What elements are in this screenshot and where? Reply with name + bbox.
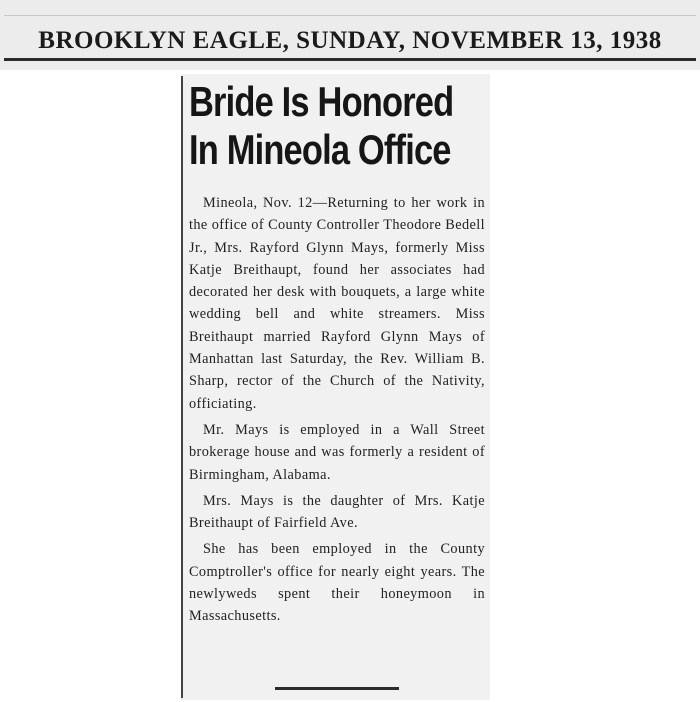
article-body	[189, 192, 485, 632]
masthead-top-rule	[4, 15, 696, 16]
masthead-rule	[4, 58, 696, 61]
masthead-title: BROOKLYN EAGLE, SUNDAY, NOVEMBER 13, 1938	[38, 27, 662, 54]
headline-line-2: In Mineola Office	[189, 126, 451, 173]
article-paragraph-1: Mineola, Nov. 12—Returning to her work in the office of County Controller Theodore Bedell Jr., Mrs. Rayford Glynn Mays, formerly Miss Katje Breithaupt, found her associates had decorated her desk with bouquets, a large white wedding bell and white streamers. Miss Breithaupt married Rayford Glynn Mays of Manhattan last Saturday, the Rev. William B. Sharp, rector of the Church of the Nativity, officiating.	[189, 195, 485, 412]
article-paragraph-2: Mr. Mays is employed in a Wall Street brokerage house and was formerly a resident of Birmingham, Alabama.	[189, 421, 485, 483]
article-end-rule	[275, 687, 399, 690]
masthead	[0, 0, 700, 70]
article-paragraph-4: She has been employed in the County Comptroller's office for nearly eight years. The newlyweds spent their honeymoon in Massachusetts.	[189, 541, 485, 625]
column-rule	[181, 76, 183, 698]
headline-line-1: Bride Is Honored	[189, 78, 454, 125]
article-paragraph-3: Mrs. Mays is the daughter of Mrs. Katje Breithaupt of Fairfield Ave.	[189, 492, 485, 532]
article-headline	[189, 78, 454, 174]
